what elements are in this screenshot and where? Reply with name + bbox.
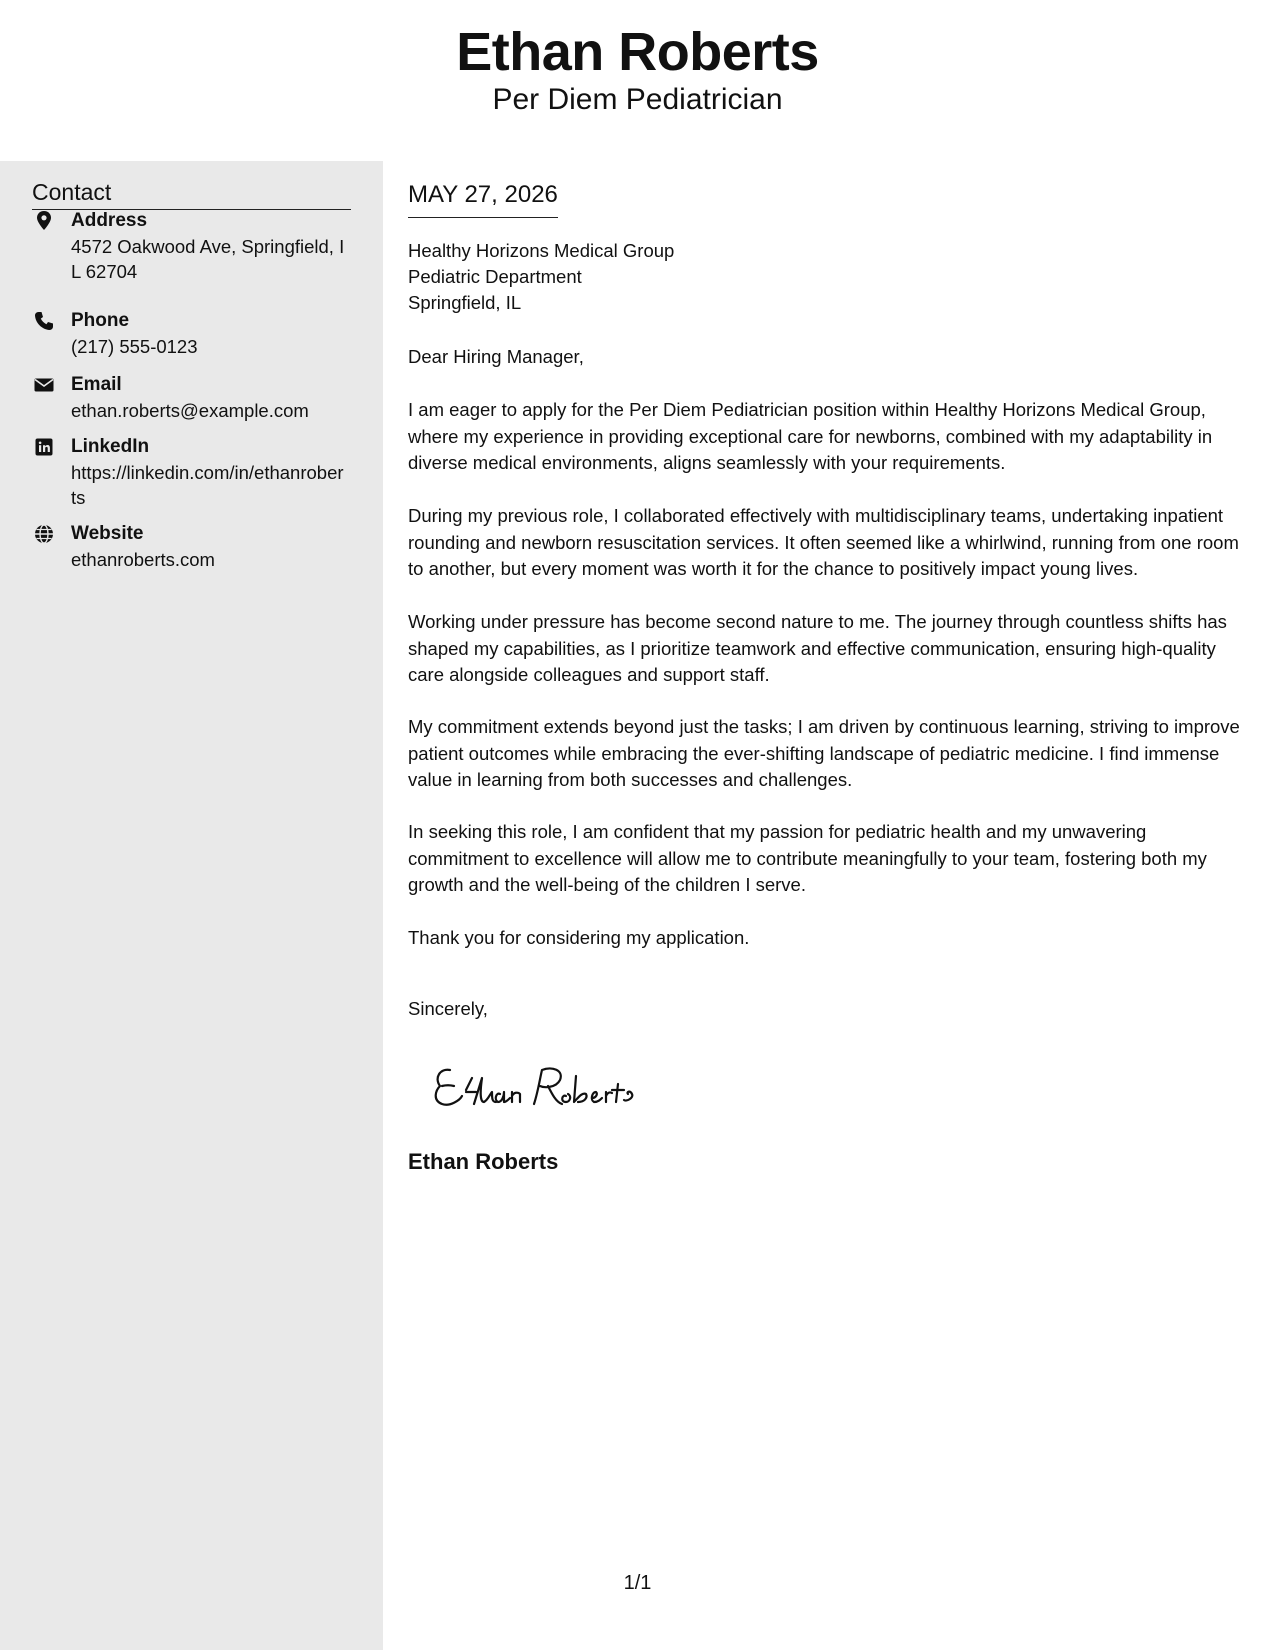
letter-paragraph: My commitment extends beyond just the tasks; I am driven by continuous learning, striving to improve patient outcomes while embracing the ever-shifting landscape of pediatric medicine. I find immense value in learning from both successes and challenges.: [408, 716, 1240, 790]
envelope-icon: [32, 373, 56, 397]
letter-paragraph: In seeking this role, I am confident that my passion for pediatric health and my unwavering commitment to excellence will allow me to contribute meaningfully to your team, fostering both my growth and the well-being of the children I serve.: [408, 821, 1207, 895]
email-value[interactable]: ethan.roberts@example.com: [71, 400, 309, 421]
linkedin-value[interactable]: https://linkedin.com/in/ethanroberts: [71, 462, 344, 508]
applicant-title: Per Diem Pediatrician: [492, 83, 783, 116]
address-value: 4572 Oakwood Ave, Springfield, IL 62704: [71, 236, 345, 282]
linkedin-label: LinkedIn: [71, 436, 150, 457]
letter-paragraph: Working under pressure has become second nature to me. The journey through countless shifts has shaped my capabilities, as I prioritize teamwork and effective communication, ensuring high-quality care alongside colleagues and support staff.: [408, 611, 1227, 685]
map-pin-icon: [32, 209, 56, 233]
recipient-location: Springfield, IL: [408, 292, 522, 313]
phone-value: (217) 555-0123: [71, 336, 198, 357]
recipient-block: [408, 238, 674, 316]
website-label: Website: [71, 523, 144, 544]
applicant-name: Ethan Roberts: [456, 22, 819, 82]
letter-paragraph: Thank you for considering my application.: [408, 927, 750, 948]
globe-icon: [32, 522, 56, 546]
closing: Sincerely,: [408, 998, 488, 1019]
phone-label: Phone: [71, 310, 130, 331]
address-label: Address: [71, 210, 148, 231]
handwritten-signature: [430, 1056, 650, 1121]
page-number: 1/1: [623, 1572, 652, 1594]
letter-paragraph: I am eager to apply for the Per Diem Pediatrician position within Healthy Horizons Medical Group, where my experience in providing exceptional care for newborns, combined with my adaptability in diverse medical environments, aligns seamlessly with your requirements.: [408, 399, 1213, 473]
recipient-organization: Healthy Horizons Medical Group: [408, 240, 675, 261]
salutation: Dear Hiring Manager,: [408, 346, 584, 367]
email-label: Email: [71, 374, 122, 395]
signer-name: Ethan Roberts: [408, 1149, 559, 1174]
letter-paragraph: During my previous role, I collaborated effectively with multidisciplinary teams, undertaking inpatient rounding and newborn resuscitation services. It often seemed like a whirlwind, running from one room to another, but every moment was worth it for the chance to positively impact young lives.: [408, 505, 1239, 579]
phone-icon: [32, 309, 56, 333]
letter-date: MAY 27, 2026: [408, 179, 558, 218]
resume-header: [0, 0, 1275, 160]
website-value[interactable]: ethanroberts.com: [71, 549, 215, 570]
linkedin-icon: [32, 435, 56, 459]
contact-heading: Contact: [32, 177, 351, 210]
contact-sidebar: [0, 161, 383, 1650]
recipient-department: Pediatric Department: [408, 266, 582, 287]
